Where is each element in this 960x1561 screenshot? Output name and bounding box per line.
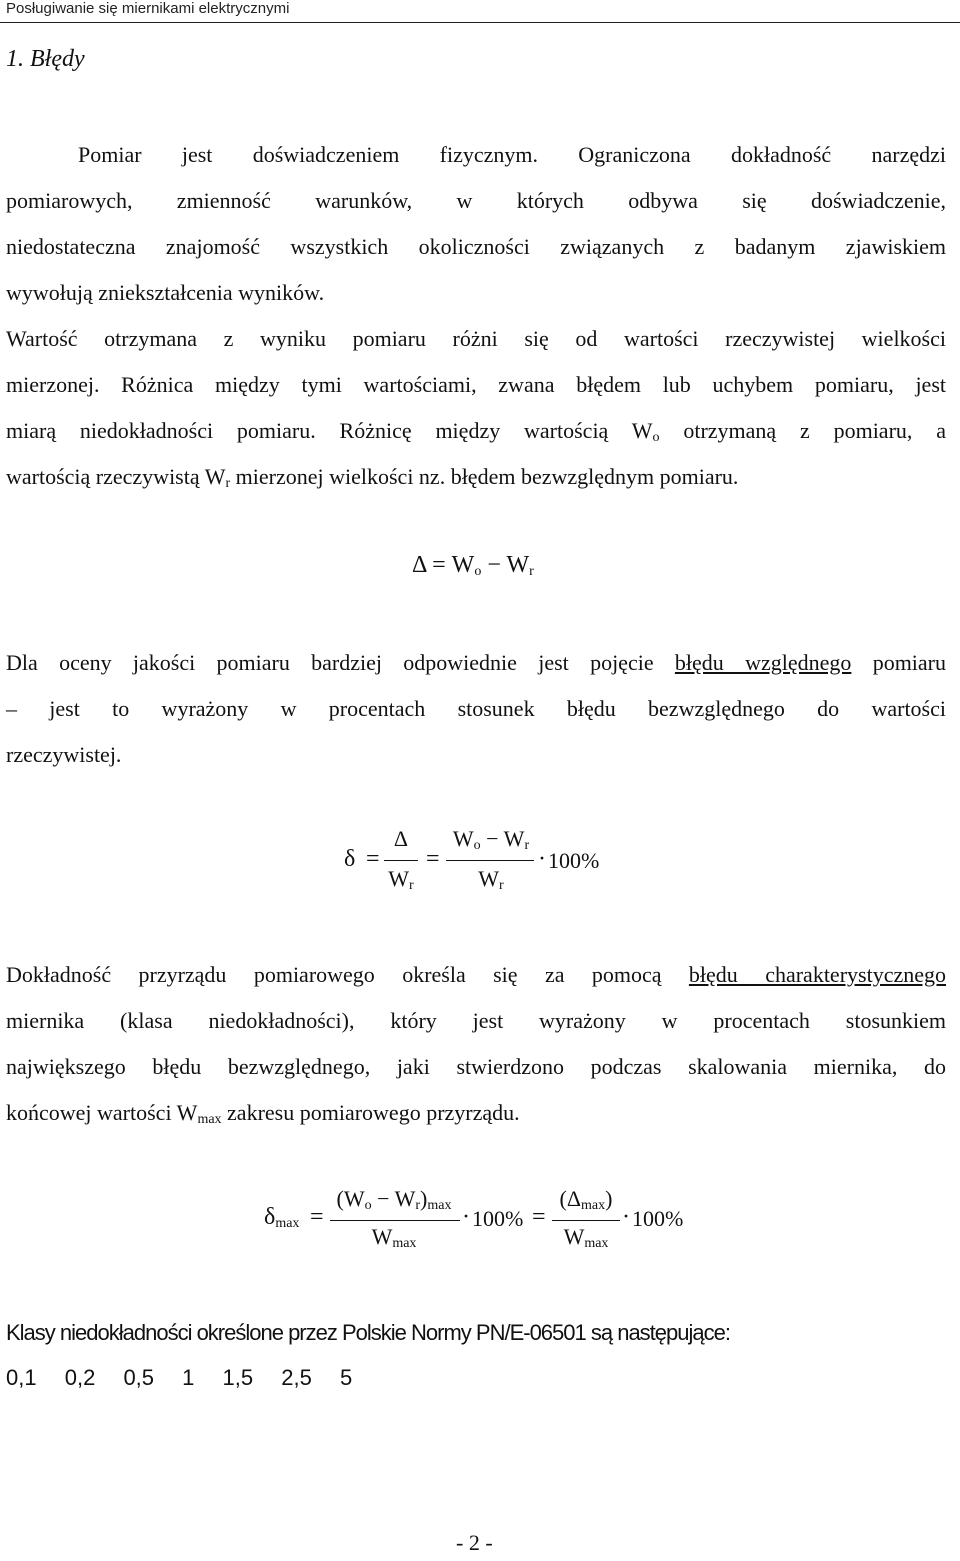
text-line: Wartość otrzymana z wyniku pomiaru różni się od wartości rzeczywistej wielkości [6, 326, 946, 351]
symbol-w: W [388, 866, 410, 891]
accuracy-classes-list [6, 1365, 374, 1391]
text-span: wartością rzeczywistą W [6, 464, 226, 489]
fraction-bar [552, 1220, 620, 1221]
class-value: 1,5 [222, 1365, 254, 1390]
equals-sign: = [432, 552, 446, 578]
multiplication-dot: · [622, 1204, 630, 1230]
subscript: o [652, 430, 660, 445]
subscript: max [584, 1236, 609, 1251]
text-span: − W [371, 1186, 416, 1211]
accuracy-classes-heading: Klasy niedokładności określone przez Polskie Normy PN/E-06501 są następujące: [6, 1320, 730, 1345]
fraction-denominator [444, 866, 538, 892]
class-value: 0,2 [64, 1365, 96, 1390]
fraction-bar [446, 860, 534, 861]
subscript: r [409, 878, 414, 893]
subscript: max [427, 1198, 452, 1213]
underlined-term: błędu charakterystycznego [688, 962, 946, 987]
subscript: r [529, 564, 534, 579]
text-line [6, 640, 946, 686]
page-number: - 2 - [456, 1530, 493, 1555]
text-span: (W [336, 1186, 365, 1211]
text-line: miernika (klasa niedokładności), który jest wyrażony w procentach stosunkiem [6, 1008, 946, 1033]
subscript: o [473, 838, 481, 853]
delta-max-symbol [264, 1204, 299, 1231]
equals-sign: = [532, 1204, 546, 1230]
fraction-numerator [550, 1186, 622, 1212]
subscript: r [225, 476, 231, 491]
fraction-numerator [326, 1186, 462, 1212]
text-line: wywołują zniekształcenia wyników. [6, 280, 325, 305]
subscript: max [581, 1198, 606, 1213]
fraction-denominator [326, 1224, 462, 1250]
class-value: 2,5 [281, 1365, 312, 1390]
text-span: ) [420, 1186, 428, 1211]
text-span: ) [605, 1186, 613, 1211]
class-value: 1 [182, 1365, 195, 1390]
percent-value: 100% [472, 1206, 524, 1231]
multiplication-dot: · [462, 1204, 470, 1230]
fraction-bar [330, 1220, 460, 1221]
header-rule [0, 22, 960, 23]
text-span: Dla oceny jakości pomiaru bardziej odpowiednie jest pojęcie [6, 650, 675, 675]
minus-sign: − [486, 826, 499, 851]
text-line: mierzonej. Różnica między tymi wartościami, zwana błędem lub uchybem pomiaru, jest [6, 372, 946, 397]
text-line: rzeczywistej. [6, 742, 122, 767]
text-span: mierzonej wielkości nz. błędem bezwzględnym pomiaru. [230, 464, 739, 489]
equals-sign: = [366, 846, 380, 872]
text-span: pomiaru [851, 650, 947, 675]
text-line [6, 1090, 946, 1136]
subscript: max [392, 1236, 417, 1251]
relative-error-paragraph [6, 640, 946, 778]
symbol-w: W [371, 1224, 393, 1249]
text-span: Dokładność przyrządu pomiarowego określa się za pomocą [6, 962, 689, 987]
text-line: największego błędu bezwzględnego, jaki stwierdzono podczas skalowania miernika, do [6, 1054, 946, 1079]
subscript: r [524, 838, 530, 853]
section-title: 1. Błędy [6, 46, 85, 72]
delta-small-symbol: δ [264, 1204, 276, 1230]
minus-sign: − [487, 552, 501, 578]
subscript: r [499, 878, 504, 893]
text-line: pomiarowych, zmienność warunków, w których odbywa się doświadczenie, [6, 188, 946, 213]
text-line: niedostateczna znajomość wszystkich okoliczności związanych z badanym zjawiskiem [6, 234, 946, 259]
text-line: Pomiar jest doświadczeniem fizycznym. Ograniczona dokładność narzędzi [78, 142, 946, 167]
fraction-numerator: Δ [393, 826, 409, 851]
delta-symbol: Δ [412, 552, 427, 578]
underlined-term: błędu względnego [674, 650, 852, 675]
accuracy-paragraph [6, 952, 946, 1136]
fraction-denominator [384, 866, 418, 892]
equals-sign: = [426, 846, 440, 872]
fraction-bar [384, 860, 418, 861]
text-span: zakresu pomiarowego przyrządu. [221, 1100, 520, 1125]
text-line [6, 952, 946, 998]
equals-sign: = [310, 1204, 324, 1230]
symbol-w: W [451, 552, 475, 578]
multiplication-dot: · [538, 846, 546, 872]
fraction-numerator [444, 826, 538, 852]
class-value: 0,5 [123, 1365, 155, 1390]
symbol-w: W [478, 866, 500, 891]
subscript: max [275, 1216, 300, 1231]
percent-value: 100% [548, 848, 600, 873]
percent-value: 100% [632, 1206, 684, 1231]
symbol-w: W [563, 1224, 585, 1249]
delta-small-symbol: δ [344, 846, 356, 872]
text-line [6, 454, 946, 500]
subscript: o [364, 1198, 372, 1213]
text-span: (Δ [559, 1186, 582, 1211]
text-span: otrzymaną z pomiaru, a [659, 418, 946, 443]
symbol-w: W [503, 826, 525, 851]
text-line: – jest to wyrażony w procentach stosunek błędu bezwzględnego do wartości [6, 696, 946, 721]
subscript: max [197, 1112, 222, 1127]
class-value: 5 [339, 1365, 353, 1390]
subscript: o [474, 564, 482, 579]
text-line [6, 408, 946, 454]
running-header: Posługiwanie się miernikami elektrycznymi [6, 0, 290, 17]
fraction-denominator [550, 1224, 622, 1250]
symbol-w: W [506, 552, 530, 578]
subscript: r [415, 1198, 421, 1213]
definition-paragraph [6, 316, 946, 500]
symbol-w: W [452, 826, 474, 851]
text-span: końcowej wartości W [6, 1100, 198, 1125]
text-span: miarą niedokładności pomiaru. Różnicę między wartością W [6, 418, 653, 443]
intro-paragraph [6, 132, 946, 316]
equation-absolute-error [412, 552, 534, 579]
class-value: 0,1 [6, 1365, 37, 1390]
